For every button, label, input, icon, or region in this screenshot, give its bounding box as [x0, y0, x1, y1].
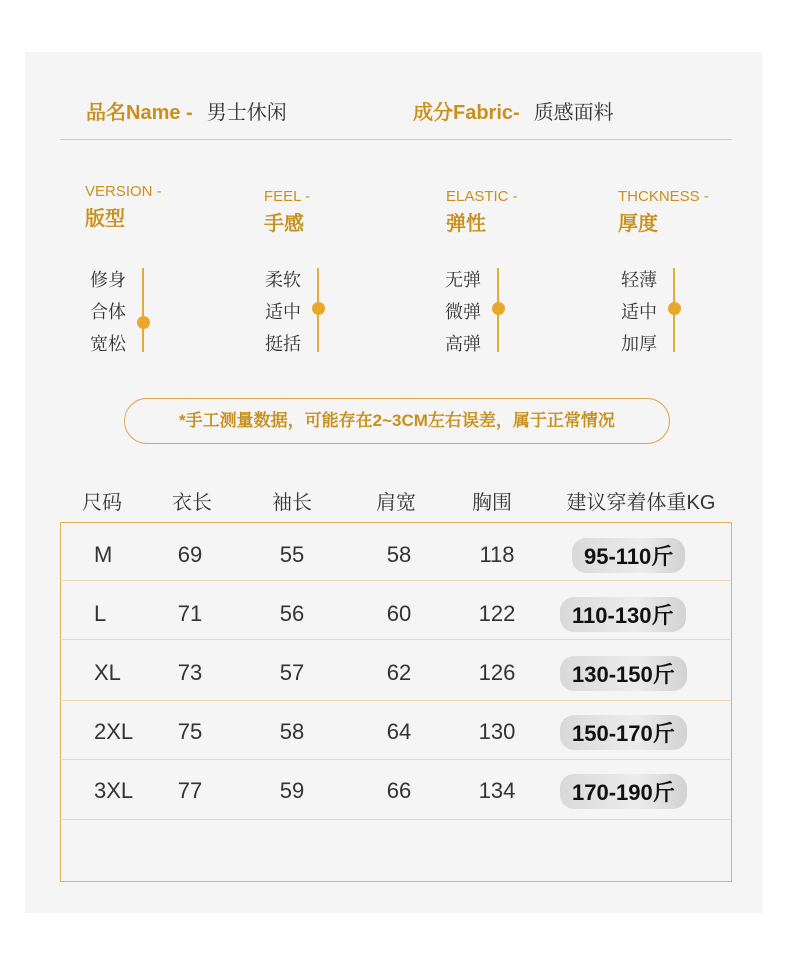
product-name-label: 品名Name -	[86, 102, 193, 124]
version-option-2: 合体	[90, 302, 126, 322]
attr-version	[85, 183, 162, 231]
header-size: 尺码	[82, 492, 122, 514]
fabric-label: 成分Fabric-	[413, 102, 520, 124]
cell-weight: 110-130斤	[560, 597, 686, 632]
cell-size: XL	[94, 660, 121, 685]
cell-shoulder: 66	[386, 778, 412, 803]
attr-feel-cn: 手感	[264, 213, 304, 235]
row-divider	[62, 580, 730, 581]
cell-size: 3XL	[94, 778, 134, 803]
thickness-option-1: 轻薄	[621, 270, 657, 290]
header-shoulder: 肩宽	[376, 492, 416, 514]
cell-size: 2XL	[94, 719, 134, 744]
cell-weight: 150-170斤	[560, 715, 687, 750]
fabric-value: 质感面料	[533, 102, 614, 124]
cell-chest: 130	[478, 719, 516, 744]
attr-elastic-en: ELASTIC -	[446, 188, 518, 205]
cell-weight: 170-190斤	[560, 774, 687, 809]
header-length: 衣长	[172, 492, 212, 514]
header-sleeve: 袖长	[272, 492, 312, 514]
cell-shoulder: 62	[386, 660, 412, 685]
feel-option-1: 柔软	[265, 270, 301, 290]
elastic-option-1: 无弹	[445, 270, 481, 290]
thickness-option-2: 适中	[621, 302, 657, 322]
elastic-option-2: 微弹	[445, 302, 481, 322]
cell-shoulder: 64	[386, 719, 412, 744]
cell-chest: 134	[478, 778, 516, 803]
attr-elastic-cn: 弹性	[446, 213, 486, 235]
attr-thickness-en: THCKNESS -	[618, 188, 709, 205]
feel-scale-dot	[312, 302, 325, 315]
cell-sleeve: 57	[279, 660, 305, 685]
attr-version-cn: 版型	[85, 208, 125, 230]
cell-weight: 130-150斤	[560, 656, 687, 691]
row-divider	[62, 819, 730, 820]
attr-feel-en: FEEL -	[264, 188, 311, 205]
cell-size: L	[94, 601, 107, 626]
version-scale-dot	[137, 316, 150, 329]
cell-sleeve: 58	[279, 719, 305, 744]
cell-sleeve: 59	[279, 778, 305, 803]
thickness-option-3: 加厚	[621, 334, 657, 354]
cell-chest: 126	[478, 660, 516, 685]
header-weight: 建议穿着体重KG	[566, 492, 716, 514]
product-name-value: 男士休闲	[206, 102, 287, 124]
cell-weight: 95-110斤	[572, 538, 685, 573]
attr-version-en: VERSION -	[85, 183, 162, 200]
version-option-3: 宽松	[90, 334, 126, 354]
cell-chest: 118	[479, 542, 515, 567]
row-divider	[62, 700, 730, 701]
feel-option-2: 适中	[265, 302, 301, 322]
feel-option-3: 挺括	[265, 334, 301, 354]
row-divider	[62, 759, 730, 760]
attr-thickness	[618, 188, 709, 236]
cell-length: 71	[177, 601, 203, 626]
cell-size: M	[94, 542, 113, 567]
row-divider	[62, 639, 730, 640]
info-divider	[60, 139, 732, 140]
thickness-scale-dot	[668, 302, 681, 315]
cell-sleeve: 56	[279, 601, 305, 626]
version-scale-line	[142, 268, 144, 352]
elastic-scale-dot	[492, 302, 505, 315]
attr-elastic	[446, 188, 518, 236]
size-table	[60, 522, 732, 882]
cell-chest: 122	[478, 601, 516, 626]
measurement-notice: *手工测量数据，可能存在2~3CM左右误差，属于正常情况	[124, 398, 670, 444]
cell-length: 69	[177, 542, 203, 567]
attr-feel	[264, 188, 310, 236]
fabric-row	[413, 100, 614, 126]
header-chest: 胸围	[472, 492, 512, 514]
attr-thickness-cn: 厚度	[618, 213, 658, 235]
cell-length: 77	[177, 778, 203, 803]
cell-length: 73	[177, 660, 203, 685]
cell-length: 75	[177, 719, 203, 744]
cell-sleeve: 55	[279, 542, 305, 567]
version-option-1: 修身	[90, 270, 126, 290]
cell-shoulder: 58	[386, 542, 412, 567]
elastic-option-3: 高弹	[445, 334, 481, 354]
cell-shoulder: 60	[386, 601, 412, 626]
product-name-row	[86, 100, 287, 126]
